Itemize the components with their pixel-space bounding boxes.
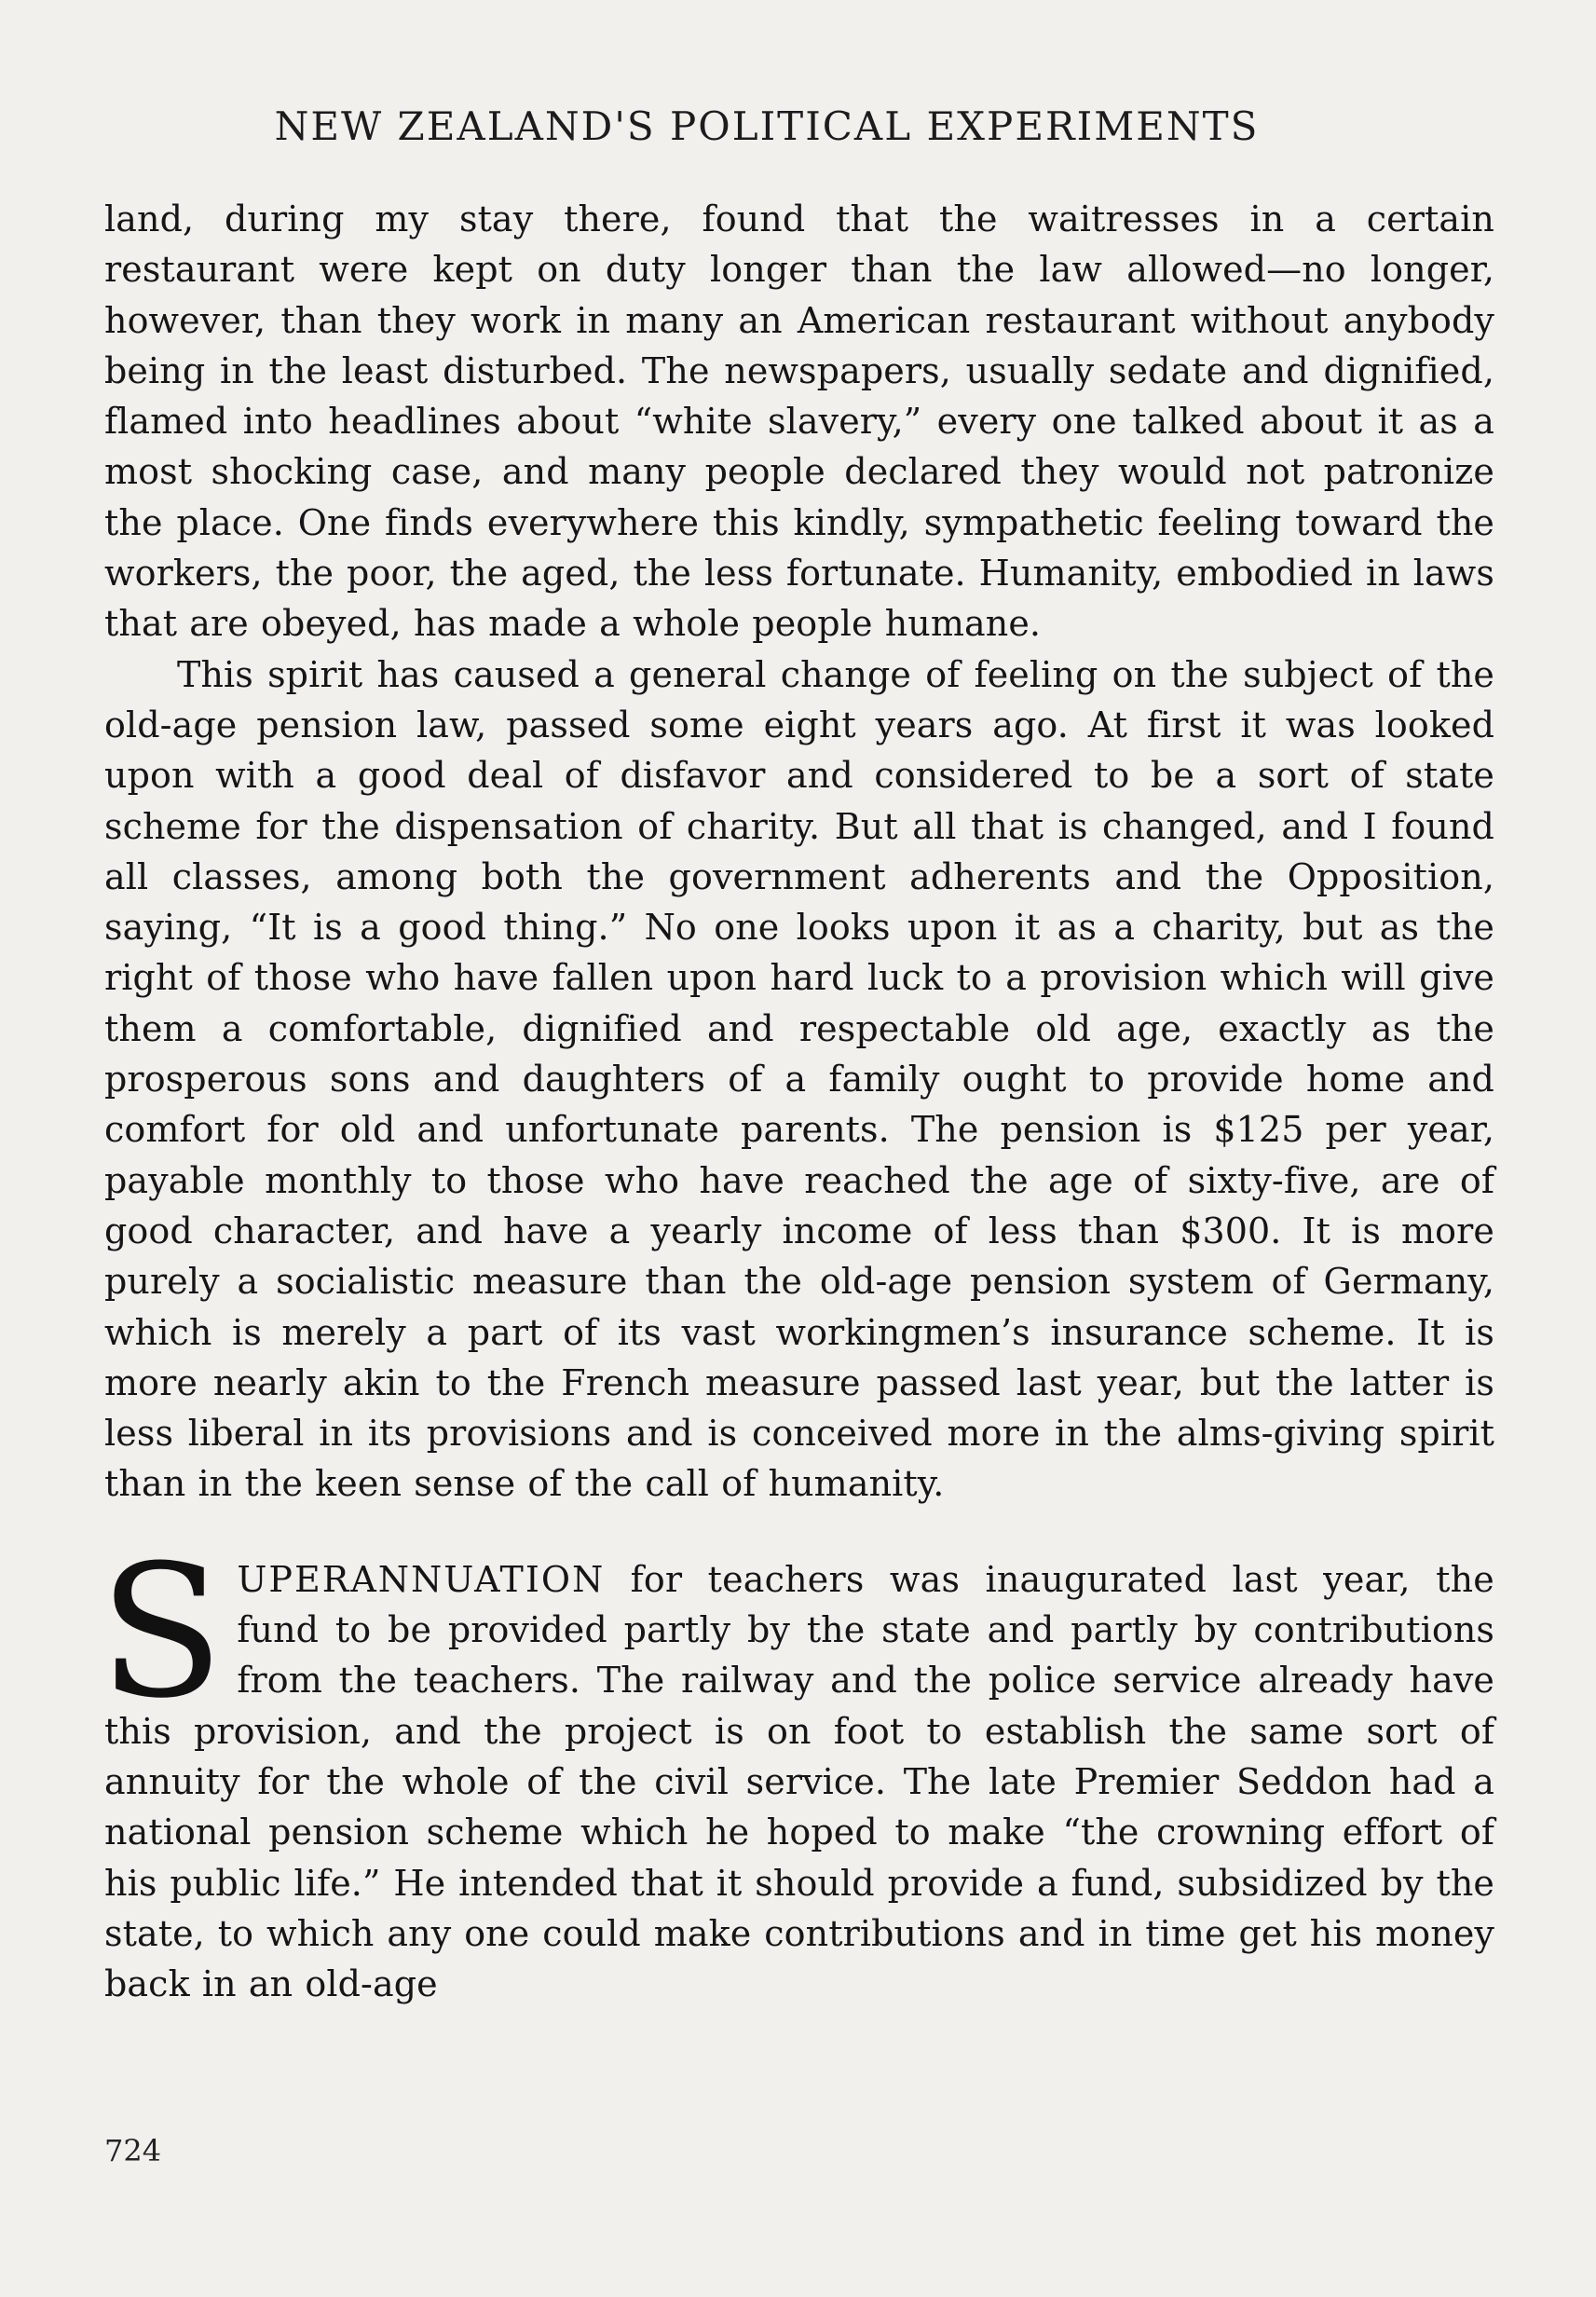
lead-in-words: UPERANNUATION bbox=[237, 1558, 606, 1600]
paragraph-continued: land, during my stay there, found that the waitresses in a certain restaurant were kept on duty longer than the law allowed—no longer, however, than they work in many an American restaurant without anybody being in the least disturbed. The newspapers, usually sedate and dignified, flamed into headlines about “white slavery,” every one talked about it as a most shocking case, and many people declared they would not patronize the place. One finds everywhere this kindly, sympathetic feeling toward the workers, the poor, the aged, the less fortunate. Humanity, embodied in laws that are obeyed, has made a whole people humane. bbox=[104, 198, 1494, 645]
paragraph-old-age-pension: This spirit has caused a general change of feeling on the subject of the old-age pension law, passed some eight years ago. At first it was looked upon with a good deal of disfavor and considered to be a sort of state scheme for the dispensation of charity. But all that is changed, and I found all classes, among both the government adherents and the Opposition, saying, “It is a good thing.” No one looks upon it as a charity, but as the right of those who have fallen upon hard luck to a provision which will give them a comfortable, dignified and respectable old age, exactly as the prosperous sons and daughters of a family ought to provide home and comfort for old and unfortunate parents. The pension is $125 per year, payable monthly to those who have reached the age of sixty-five, are of good character, and have a yearly income of less than $300. It is more purely a socialistic measure than the old-age pension system of Germany, which is merely a part of its vast workingmen’s insurance scheme. It is more nearly akin to the French measure passed last year, but the latter is less liberal in its provisions and is conceived more in the alms-giving spirit than in the keen sense of the call of humanity. bbox=[104, 653, 1494, 1505]
article-body bbox=[99, 194, 1494, 2009]
drop-cap-letter: S bbox=[99, 1525, 225, 1739]
page-number: 724 bbox=[104, 2133, 162, 2168]
running-head-title: NEW ZEALAND'S POLITICAL EXPERIMENTS bbox=[274, 103, 1260, 149]
paragraph-superannuation bbox=[99, 1525, 1494, 2010]
paragraph-superannuation-text: for teachers was inaugurated last year, the fund to be provided partly by the state and partly by contributions from the teachers. The railway and the police service already have this provision, and the project is on foot to establish the same sort of annuity for the whole of the civil service. The late Premier Seddon had a national pension scheme which he hoped to make “the crowning effort of his public life.” He intended that it should provide a fund, subsidized by the state, to which any one could make contributions and in time get his money back in an old-age bbox=[104, 1558, 1494, 2005]
section-break bbox=[104, 1510, 1494, 1554]
